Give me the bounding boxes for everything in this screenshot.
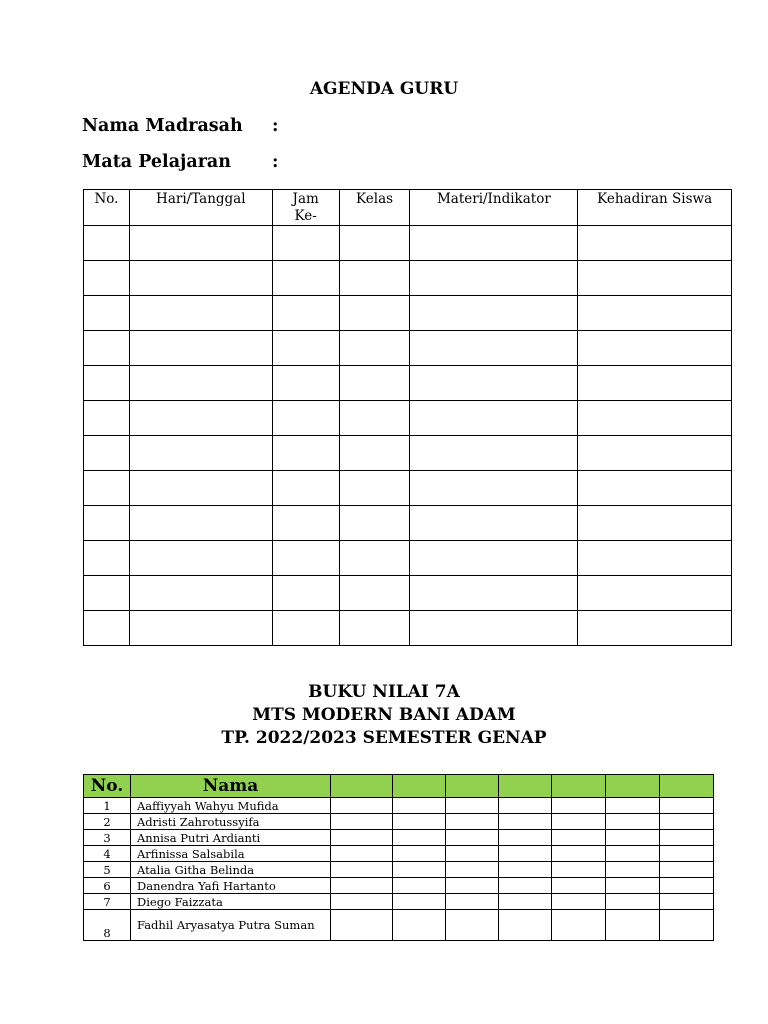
score-cell[interactable]	[393, 846, 446, 862]
column-header: Kelas	[339, 190, 410, 226]
agenda-row	[84, 436, 732, 471]
agenda-row	[84, 331, 732, 366]
student-name: Annisa Putri Ardianti	[131, 830, 331, 846]
score-cell[interactable]	[552, 830, 606, 846]
score-cell[interactable]	[446, 894, 499, 910]
agenda-cell[interactable]	[578, 506, 732, 541]
agenda-cell[interactable]	[339, 401, 410, 436]
agenda-cell[interactable]	[272, 226, 339, 261]
score-column-header	[606, 775, 660, 798]
score-cell[interactable]	[499, 814, 552, 830]
student-number: 8	[84, 910, 131, 941]
agenda-cell[interactable]	[410, 436, 578, 471]
score-cell[interactable]	[660, 862, 714, 878]
agenda-cell[interactable]	[272, 506, 339, 541]
agenda-cell[interactable]	[129, 611, 272, 646]
grades-title-line: BUKU NILAI 7A	[308, 682, 460, 702]
student-name: Fadhil Aryasatya Putra Suman	[131, 910, 331, 941]
agenda-title: AGENDA GURU	[309, 79, 459, 99]
score-cell[interactable]	[331, 798, 393, 814]
agenda-cell[interactable]	[272, 541, 339, 576]
agenda-cell[interactable]	[84, 576, 130, 611]
student-number: 1	[84, 798, 131, 814]
grades-title-line: MTS MODERN BANI ADAM	[252, 705, 516, 725]
score-cell[interactable]	[331, 910, 393, 941]
agenda-cell[interactable]	[84, 611, 130, 646]
agenda-cell[interactable]	[129, 261, 272, 296]
column-header: Materi/Indikator	[410, 190, 578, 226]
score-cell[interactable]	[606, 846, 660, 862]
score-cell[interactable]	[606, 894, 660, 910]
student-name: Adristi Zahrotussyifa	[131, 814, 331, 830]
agenda-cell[interactable]	[84, 261, 130, 296]
agenda-cell[interactable]	[272, 611, 339, 646]
field-nama-madrasah	[82, 116, 278, 136]
grades-title-line: TP. 2022/2023 SEMESTER GENAP	[221, 728, 547, 748]
score-column-header	[499, 775, 552, 798]
score-column-header	[552, 775, 606, 798]
agenda-cell[interactable]	[410, 226, 578, 261]
score-cell[interactable]	[499, 798, 552, 814]
student-row	[84, 798, 714, 814]
agenda-cell[interactable]	[84, 436, 130, 471]
score-column-header	[331, 775, 393, 798]
student-row	[84, 894, 714, 910]
agenda-cell[interactable]	[272, 471, 339, 506]
score-column-header	[660, 775, 714, 798]
column-header: Hari/Tanggal	[129, 190, 272, 226]
score-cell[interactable]	[446, 846, 499, 862]
score-cell[interactable]	[393, 814, 446, 830]
field-separator: :	[272, 152, 279, 172]
agenda-row	[84, 611, 732, 646]
student-number: 6	[84, 878, 131, 894]
score-cell[interactable]	[606, 910, 660, 941]
score-cell[interactable]	[499, 894, 552, 910]
agenda-cell[interactable]	[339, 471, 410, 506]
agenda-cell[interactable]	[410, 261, 578, 296]
student-name: Atalia Githa Belinda	[131, 862, 331, 878]
score-cell[interactable]	[446, 910, 499, 941]
agenda-row	[84, 366, 732, 401]
student-row	[84, 846, 714, 862]
agenda-cell[interactable]	[84, 331, 130, 366]
agenda-cell[interactable]	[129, 296, 272, 331]
agenda-cell[interactable]	[84, 541, 130, 576]
agenda-cell[interactable]	[129, 436, 272, 471]
agenda-cell[interactable]	[410, 576, 578, 611]
score-cell[interactable]	[606, 862, 660, 878]
score-cell[interactable]	[446, 862, 499, 878]
agenda-cell[interactable]	[272, 401, 339, 436]
score-cell[interactable]	[552, 878, 606, 894]
score-cell[interactable]	[499, 862, 552, 878]
agenda-cell[interactable]	[339, 541, 410, 576]
score-cell[interactable]	[331, 878, 393, 894]
agenda-cell[interactable]	[578, 611, 732, 646]
agenda-cell[interactable]	[410, 506, 578, 541]
score-cell[interactable]	[393, 894, 446, 910]
field-mata-pelajaran	[82, 152, 278, 172]
column-header: Jam Ke-	[272, 190, 339, 226]
score-cell[interactable]	[446, 814, 499, 830]
score-cell[interactable]	[552, 814, 606, 830]
agenda-cell[interactable]	[339, 226, 410, 261]
score-cell[interactable]	[552, 846, 606, 862]
score-column-header	[446, 775, 499, 798]
score-cell[interactable]	[552, 798, 606, 814]
agenda-row	[84, 261, 732, 296]
score-cell[interactable]	[552, 910, 606, 941]
agenda-cell[interactable]	[84, 366, 130, 401]
score-cell[interactable]	[552, 862, 606, 878]
agenda-row	[84, 506, 732, 541]
agenda-row	[84, 576, 732, 611]
student-name: Danendra Yafi Hartanto	[131, 878, 331, 894]
score-cell[interactable]	[393, 830, 446, 846]
student-number: 3	[84, 830, 131, 846]
score-cell[interactable]	[606, 798, 660, 814]
field-separator: :	[272, 116, 279, 136]
score-cell[interactable]	[331, 830, 393, 846]
agenda-cell[interactable]	[578, 576, 732, 611]
agenda-cell[interactable]	[129, 331, 272, 366]
agenda-cell[interactable]	[410, 401, 578, 436]
agenda-cell[interactable]	[578, 366, 732, 401]
agenda-cell[interactable]	[578, 226, 732, 261]
agenda-cell[interactable]	[84, 401, 130, 436]
grades-table	[83, 774, 714, 941]
score-cell[interactable]	[499, 878, 552, 894]
score-cell[interactable]	[660, 814, 714, 830]
agenda-cell[interactable]	[272, 576, 339, 611]
score-cell[interactable]	[331, 814, 393, 830]
student-row	[84, 878, 714, 894]
score-cell[interactable]	[331, 846, 393, 862]
agenda-cell[interactable]	[578, 436, 732, 471]
agenda-cell[interactable]	[410, 296, 578, 331]
score-cell[interactable]	[499, 910, 552, 941]
agenda-cell[interactable]	[272, 436, 339, 471]
score-cell[interactable]	[393, 862, 446, 878]
agenda-row	[84, 296, 732, 331]
agenda-cell[interactable]	[578, 331, 732, 366]
agenda-cell[interactable]	[84, 471, 130, 506]
agenda-cell[interactable]	[410, 541, 578, 576]
grades-header-row	[84, 775, 714, 798]
agenda-cell[interactable]	[410, 611, 578, 646]
agenda-cell[interactable]	[84, 296, 130, 331]
agenda-cell[interactable]	[339, 296, 410, 331]
field-label: Nama Madrasah	[82, 116, 243, 136]
agenda-header-row	[84, 190, 732, 226]
student-number: 5	[84, 862, 131, 878]
score-cell[interactable]	[606, 878, 660, 894]
student-number: 4	[84, 846, 131, 862]
agenda-cell[interactable]	[339, 506, 410, 541]
agenda-cell[interactable]	[272, 331, 339, 366]
agenda-cell[interactable]	[272, 366, 339, 401]
agenda-cell[interactable]	[339, 261, 410, 296]
student-number: 2	[84, 814, 131, 830]
agenda-row	[84, 541, 732, 576]
score-column-header	[393, 775, 446, 798]
agenda-cell[interactable]	[129, 471, 272, 506]
score-cell[interactable]	[446, 798, 499, 814]
agenda-cell[interactable]	[410, 331, 578, 366]
column-header: No.	[84, 190, 130, 226]
agenda-cell[interactable]	[578, 401, 732, 436]
agenda-cell[interactable]	[129, 366, 272, 401]
agenda-table	[83, 189, 732, 646]
student-row	[84, 814, 714, 830]
agenda-cell[interactable]	[339, 331, 410, 366]
agenda-cell[interactable]	[129, 226, 272, 261]
column-header: Kehadiran Siswa	[578, 190, 732, 226]
agenda-row	[84, 471, 732, 506]
student-row	[84, 862, 714, 878]
agenda-cell[interactable]	[339, 576, 410, 611]
score-cell[interactable]	[660, 830, 714, 846]
score-cell[interactable]	[499, 830, 552, 846]
student-name: Aaffiyyah Wahyu Mufida	[131, 798, 331, 814]
agenda-cell[interactable]	[272, 261, 339, 296]
agenda-cell[interactable]	[129, 576, 272, 611]
student-row	[84, 830, 714, 846]
agenda-cell[interactable]	[578, 541, 732, 576]
agenda-row	[84, 401, 732, 436]
score-cell[interactable]	[446, 830, 499, 846]
agenda-cell[interactable]	[410, 366, 578, 401]
agenda-cell[interactable]	[339, 366, 410, 401]
agenda-row	[84, 226, 732, 261]
score-cell[interactable]	[606, 814, 660, 830]
agenda-cell[interactable]	[410, 471, 578, 506]
agenda-cell[interactable]	[272, 296, 339, 331]
agenda-cell[interactable]	[129, 541, 272, 576]
column-header: Nama	[131, 775, 331, 798]
score-cell[interactable]	[393, 878, 446, 894]
agenda-cell[interactable]	[339, 436, 410, 471]
agenda-cell[interactable]	[129, 401, 272, 436]
agenda-cell[interactable]	[84, 506, 130, 541]
agenda-cell[interactable]	[578, 471, 732, 506]
score-cell[interactable]	[331, 894, 393, 910]
score-cell[interactable]	[660, 910, 714, 941]
student-name: Diego Faizzata	[131, 894, 331, 910]
agenda-cell[interactable]	[578, 261, 732, 296]
score-cell[interactable]	[393, 798, 446, 814]
score-cell[interactable]	[499, 846, 552, 862]
score-cell[interactable]	[446, 878, 499, 894]
student-name: Arfinissa Salsabila	[131, 846, 331, 862]
score-cell[interactable]	[552, 894, 606, 910]
column-header: No.	[84, 775, 131, 798]
score-cell[interactable]	[660, 798, 714, 814]
score-cell[interactable]	[660, 894, 714, 910]
score-cell[interactable]	[606, 830, 660, 846]
agenda-cell[interactable]	[578, 296, 732, 331]
agenda-cell[interactable]	[339, 611, 410, 646]
agenda-cell[interactable]	[129, 506, 272, 541]
agenda-cell[interactable]	[84, 226, 130, 261]
score-cell[interactable]	[660, 878, 714, 894]
score-cell[interactable]	[660, 846, 714, 862]
score-cell[interactable]	[393, 910, 446, 941]
student-row	[84, 910, 714, 941]
score-cell[interactable]	[331, 862, 393, 878]
student-number: 7	[84, 894, 131, 910]
field-label: Mata Pelajaran	[82, 152, 231, 172]
